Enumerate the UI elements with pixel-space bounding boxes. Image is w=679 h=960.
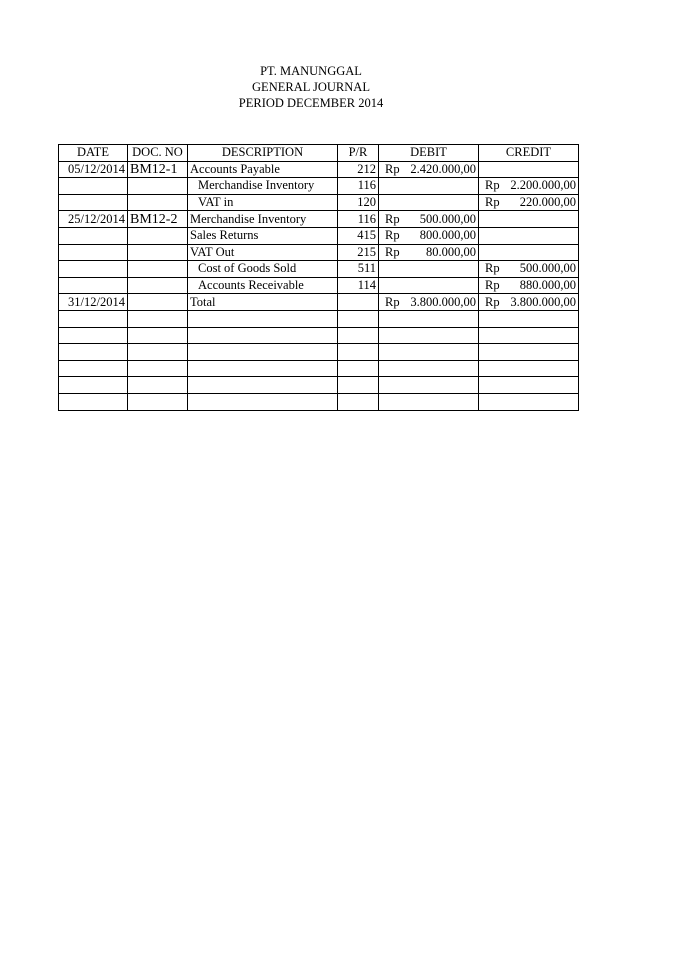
debit-cell — [379, 261, 479, 278]
table-row — [59, 310, 579, 327]
column-header-description: DESCRIPTION — [188, 145, 338, 162]
debit-amount: 3.800.000,00 — [410, 294, 476, 309]
credit-cell — [479, 277, 579, 294]
debit-cell — [379, 393, 479, 410]
description-cell — [188, 377, 338, 394]
credit-cell — [479, 393, 579, 410]
credit-cell — [479, 211, 579, 228]
description-cell — [188, 327, 338, 344]
credit-cell — [479, 310, 579, 327]
credit-currency-label: Rp — [485, 178, 500, 193]
pr-cell: 212 — [338, 161, 379, 178]
debit-cell — [379, 327, 479, 344]
description-cell: VAT in — [188, 194, 338, 211]
debit-cell — [379, 344, 479, 361]
description-cell: Merchandise Inventory — [188, 211, 338, 228]
credit-amount: 880.000,00 — [519, 278, 576, 293]
debit-amount: 80.000,00 — [426, 244, 476, 259]
debit-amount: 2.420.000,00 — [410, 161, 476, 176]
table-row — [59, 244, 579, 261]
debit-cell — [379, 360, 479, 377]
doc-no-cell — [128, 178, 188, 195]
table-header-row — [59, 145, 579, 162]
pr-cell — [338, 377, 379, 394]
date-cell: 25/12/2014 — [59, 211, 128, 228]
doc-no-cell — [128, 194, 188, 211]
doc-no-cell — [128, 344, 188, 361]
credit-amount: 220.000,00 — [519, 195, 576, 210]
description-cell: Cost of Goods Sold — [188, 261, 338, 278]
credit-currency-label: Rp — [485, 278, 500, 293]
table-row — [59, 178, 579, 195]
doc-no-cell — [128, 360, 188, 377]
credit-cell — [479, 161, 579, 178]
column-header-date: DATE — [59, 145, 128, 162]
date-cell — [59, 360, 128, 377]
doc-no-cell — [128, 310, 188, 327]
date-cell — [59, 393, 128, 410]
table-row — [59, 377, 579, 394]
date-cell — [59, 178, 128, 195]
table-row — [59, 344, 579, 361]
debit-cell — [379, 244, 479, 261]
description-cell — [188, 310, 338, 327]
doc-no-cell — [128, 393, 188, 410]
description-cell — [188, 344, 338, 361]
doc-no-cell — [128, 277, 188, 294]
debit-cell — [379, 211, 479, 228]
table-row — [59, 261, 579, 278]
debit-cell — [379, 178, 479, 195]
pr-cell: 114 — [338, 277, 379, 294]
table-row — [59, 211, 579, 228]
credit-cell — [479, 327, 579, 344]
date-cell — [59, 310, 128, 327]
debit-cell — [379, 227, 479, 244]
pr-cell — [338, 393, 379, 410]
description-cell: Total — [188, 294, 338, 311]
debit-currency-label: Rp — [385, 161, 400, 176]
description-cell: Accounts Payable — [188, 161, 338, 178]
date-cell — [59, 277, 128, 294]
debit-currency-label: Rp — [385, 211, 400, 226]
debit-cell — [379, 294, 479, 311]
date-cell: 05/12/2014 — [59, 161, 128, 178]
date-cell — [59, 261, 128, 278]
journal-title: GENERAL JOURNAL — [252, 80, 370, 94]
credit-cell — [479, 377, 579, 394]
debit-currency-label: Rp — [385, 294, 400, 309]
doc-no-cell — [128, 244, 188, 261]
date-cell: 31/12/2014 — [59, 294, 128, 311]
doc-no-cell — [128, 261, 188, 278]
credit-amount: 3.800.000,00 — [510, 294, 576, 309]
table-row — [59, 360, 579, 377]
pr-cell: 415 — [338, 227, 379, 244]
credit-currency-label: Rp — [485, 195, 500, 210]
date-cell — [59, 344, 128, 361]
description-cell — [188, 393, 338, 410]
credit-cell — [479, 261, 579, 278]
debit-cell — [379, 377, 479, 394]
doc-no-cell — [128, 227, 188, 244]
debit-cell — [379, 310, 479, 327]
table-row — [59, 294, 579, 311]
general-journal-table — [58, 144, 579, 411]
pr-cell — [338, 294, 379, 311]
date-cell — [59, 227, 128, 244]
credit-cell — [479, 344, 579, 361]
credit-cell — [479, 360, 579, 377]
table-row — [59, 393, 579, 410]
doc-no-cell — [128, 294, 188, 311]
date-cell — [59, 194, 128, 211]
doc-no-cell — [128, 377, 188, 394]
debit-amount: 500.000,00 — [419, 211, 476, 226]
doc-no-cell: BM12-2 — [128, 211, 188, 228]
credit-cell — [479, 227, 579, 244]
pr-cell — [338, 344, 379, 361]
journal-header — [0, 63, 622, 111]
table-row — [59, 227, 579, 244]
debit-currency-label: Rp — [385, 228, 400, 243]
credit-cell — [479, 244, 579, 261]
credit-cell — [479, 194, 579, 211]
pr-cell: 511 — [338, 261, 379, 278]
description-cell — [188, 360, 338, 377]
table-row — [59, 327, 579, 344]
doc-no-cell: BM12-1 — [128, 161, 188, 178]
pr-cell: 116 — [338, 211, 379, 228]
date-cell — [59, 327, 128, 344]
debit-cell — [379, 194, 479, 211]
column-header-pr: P/R — [338, 145, 379, 162]
column-header-debit: DEBIT — [379, 145, 479, 162]
pr-cell — [338, 360, 379, 377]
pr-cell — [338, 327, 379, 344]
debit-cell — [379, 277, 479, 294]
company-name: PT. MANUNGGAL — [260, 64, 362, 78]
credit-cell — [479, 294, 579, 311]
table-row — [59, 161, 579, 178]
description-cell: Accounts Receivable — [188, 277, 338, 294]
pr-cell: 120 — [338, 194, 379, 211]
column-header-doc-no: DOC. NO — [128, 145, 188, 162]
column-header-credit: CREDIT — [479, 145, 579, 162]
debit-cell — [379, 161, 479, 178]
pr-cell — [338, 310, 379, 327]
credit-amount: 500.000,00 — [519, 261, 576, 276]
debit-amount: 800.000,00 — [419, 228, 476, 243]
table-row — [59, 194, 579, 211]
description-cell: VAT Out — [188, 244, 338, 261]
pr-cell: 116 — [338, 178, 379, 195]
table-row — [59, 277, 579, 294]
journal-period: PERIOD DECEMBER 2014 — [238, 96, 384, 110]
credit-currency-label: Rp — [485, 294, 500, 309]
description-cell: Sales Returns — [188, 227, 338, 244]
doc-no-cell — [128, 327, 188, 344]
description-cell: Merchandise Inventory — [188, 178, 338, 195]
credit-amount: 2.200.000,00 — [510, 178, 576, 193]
credit-cell — [479, 178, 579, 195]
credit-currency-label: Rp — [485, 261, 500, 276]
date-cell — [59, 377, 128, 394]
pr-cell: 215 — [338, 244, 379, 261]
debit-currency-label: Rp — [385, 244, 400, 259]
date-cell — [59, 244, 128, 261]
